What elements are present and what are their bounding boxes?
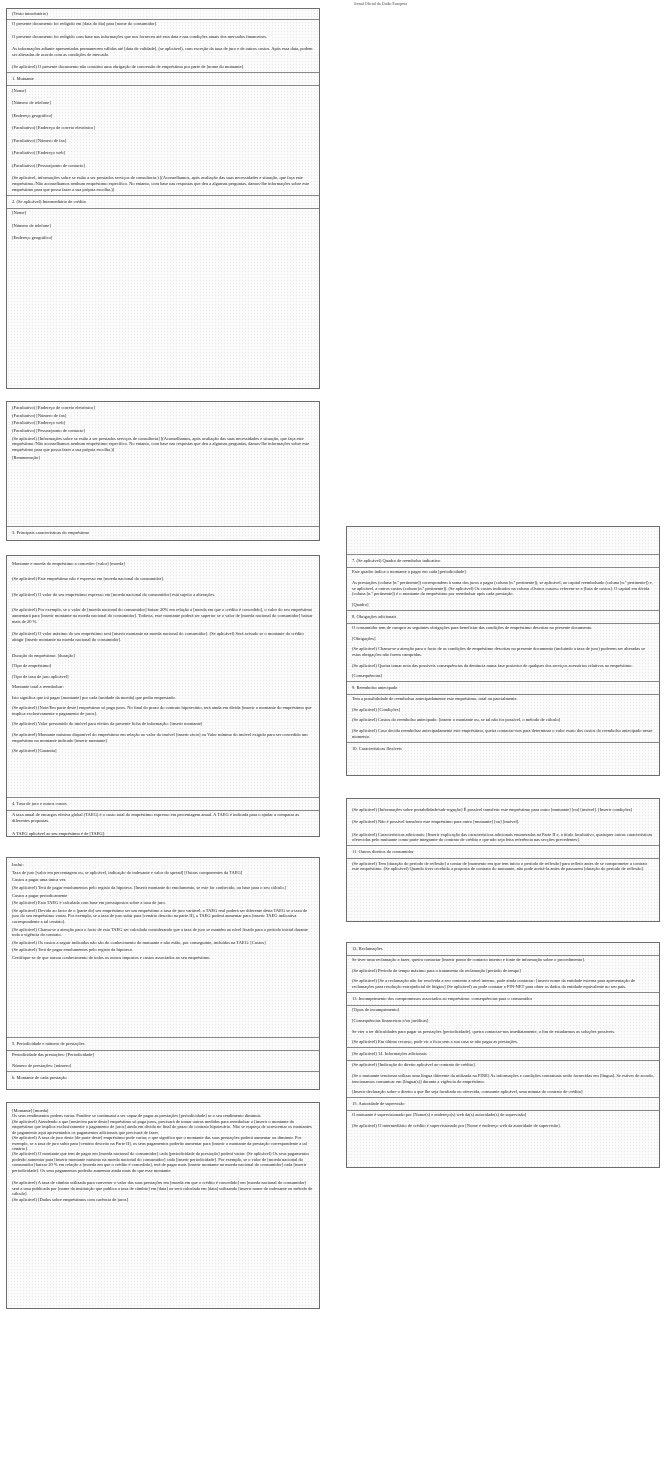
remuneration-line: [Remuneração] <box>12 454 40 460</box>
consequences-placeholder: [Consequências] <box>352 673 382 679</box>
duration-line: Duração do empréstimo: [duração] <box>12 652 75 658</box>
intermediary-line: (Facultativo) [Pessoa/ponto de contacto] <box>12 427 85 433</box>
intro-section <box>7 9 319 19</box>
section-1-header <box>7 72 319 85</box>
intermediary-continued-body <box>7 402 319 526</box>
interest-rate-line: Taxa de juro [valor em percentagem ou, se aplicável, indicação do indexante e valor do spread] [Outras componentes da TAEG] <box>12 869 243 875</box>
default-types: [Tipos de incumprimento] <box>352 1007 400 1013</box>
box-repayment-table <box>346 526 660 776</box>
variable-rate-note: (Se aplicável) Devido ao facto de o [parte do] seu empréstimo ser um empréstimo a taxa de juro variável, a TAEG real poderá ser diferente desta TAEG se a taxa de juro do seu empréstimo variar. Por exemplo, se a taxa de juro subir para [cenário descrito na parte II], a TAEG poderá aumentar para [inserir TAEG indicativa correspondente a tal cenário]. <box>12 907 308 925</box>
section-5-header <box>7 1037 319 1050</box>
section-8-title: 8. Obrigações adicionais <box>352 613 397 619</box>
early-repay-conditions: (Se aplicável) [Condições] <box>352 706 400 712</box>
fixed-period-note: (Se aplicável) Chama-se a atenção para o facto de esta TAEG ser calculada considerando que a taxa de juro se mantém ao nível fixado para o período inicial durante toda a vigência do contrato. <box>12 926 308 938</box>
box-flexible-features <box>346 798 660 922</box>
one-off-costs-label: Custos a pagar uma única vez <box>12 877 66 883</box>
section-1-title: 1. Mutuante <box>12 76 34 82</box>
section-11-body <box>347 858 659 874</box>
section-11-title: 11. Outros direitos do consumidor <box>352 849 414 855</box>
default-consequences: [Consequências financeiras e/ou jurídicas] <box>352 1017 429 1023</box>
early-repay-contact: (Se aplicável) Caso decida reembolsar antecipadamente este empréstimo, queira contactar-nos para determinar o valor exato dos custos do reembolso antecipado nesse momento. <box>352 727 653 739</box>
currency-example: (Se aplicável) Por exemplo, se o valor de [moeda nacional do consumidor] baixar 20% em relação a [moeda em que o crédito é concedido], o valor do seu empréstimo aumentará para [inserir montante na moeda nacional do consumidor]. Todavia, esse montante poderá ser superior se o valor de [moeda nacional do consumidor] baixar mais de 20 %. <box>12 607 313 624</box>
section-15-body <box>347 1110 659 1131</box>
no-transfer-note: (Se aplicável) Não é possível transferir este empréstimo para outro [mutuante] [ou] [imóvel]. <box>352 819 520 825</box>
installment-paragraph-1: [Montante] [moeda] Os seus rendimentos podem variar. Pondere se continuará a ser capaz de pagar as prestações [periodicidade] se o seu rendimento diminuir. (Se aplicável) Atendendo a que [neste/em parte deste] empréstimo só paga juros, precisará de tomar outras medidas para reembolsar o [inserir o montante do empréstimo que implica exclusivamente o pagamento de juros] ainda em dívida no final do prazo do contrato hipotecário. Não se esqueça de acrescentar os montantes de pagamento aqui apresentados os pagamentos adicionais que precisará de fazer. (Se aplicável) A taxa de juro deste [de parte deste] empréstimo pode variar, o que significa que o montante das suas prestações poderá aumentar ou diminuir. Por exemplo, se a taxa de juro subir para [cenário descrito na Parte II], os seus pagamentos poderão aumentar para [inserir o montante da prestação correspondente a tal cenário]. (Se aplicável) O montante que tem de pagar em [moeda nacional do consumidor] cada [periodicidade da prestação] poderá variar. (Se aplicável) Os seus pagamentos poderão aumentar para [inserir montante máximo na moeda nacional do consumidor] cada [inserir periodicidade]. Por exemplo, se o valor de [moeda nacional do consumidor] baixar 20 % em relação a [moeda em que o crédito é concedido], terá de pagar mais [inserir montante na moeda nacional do consumidor] cada [inserir periodicidade]. Os seus pagamentos poderão aumentar ainda mais do que esse montante. <box>12 1107 312 1173</box>
intro-paragraph-4: (Se aplicável) O presente documento não constitui uma obrigação de concessão de empréstimo por parte de [nome do mutuante]. <box>12 64 245 70</box>
box-intermediary-continued <box>6 401 320 541</box>
intermediary-line: (Facultativo) [Endereço de correio eletrónico] <box>12 405 95 411</box>
max-amount-note: (Se aplicável) O valor máximo do seu empréstimo será [inserir montante na moeda nacional do consumidor]. (Se aplicável) Será avisado se o montante do crédito atingir [inserir montante na moeda nacional do consumidor]. <box>12 631 304 642</box>
box-main-characteristics <box>6 555 320 837</box>
registration-fee-line: (Se aplicável) Terá de pagar emolumentos pelo registo da hipoteca. [Inserir montante do emolumento, se este for conhecido, ou base para o seu cálculo.] <box>12 884 287 890</box>
complaints-contact: Se tiver uma reclamação a fazer, queira contactar [inserir ponto de contacto interno e fonte de informação sobre o procedimento]. <box>352 957 585 963</box>
complaints-external: (Se aplicável) [Se a reclamação não for resolvida a seu contento a nível interno, pode ainda contactar: [inserir nome da entidade externa para apresentação de reclamações para resolução extrajudicial de litígios] (Se aplicável) ou pode contatar a FIN-NET para obter os dados da entidade equivalente no seu país. <box>352 978 635 990</box>
obligations-warning: (Se aplicável) Chama-se a atenção para o facto de as condições de empréstimo descritas no presente documento (incluindo a taxa de juro) poderem ser alteradas se estas obrigações não forem cumpridas. <box>352 646 646 657</box>
costs-body <box>7 858 319 1037</box>
section-14-title: (Se aplicável) 14. Informações adicionais <box>352 1050 427 1056</box>
right-column <box>346 526 660 1168</box>
lender-line: (Facultativo) [Endereço web] <box>12 150 65 156</box>
intro-body <box>7 19 319 73</box>
section-3-body <box>7 556 319 797</box>
intermediary-supervisor: (Se aplicável) O intermediário de crédito é supervisionado por [Nome e endereço web da autoridade de supervisão]. <box>352 1122 561 1128</box>
obligations-intro: O consumidor tem de cumprir as seguintes obrigações para beneficiar das condições de empréstimo descritas no presente documento. <box>352 625 593 631</box>
intro-label: (Texto introdutório) <box>12 10 48 16</box>
section-3-title: 3. Principais características do empréstimo <box>12 530 90 535</box>
section-4-title: 4. Taxa de juro e outros custos <box>12 801 67 806</box>
intermediary-line: [Endereço geográfico] <box>12 235 53 241</box>
intermediary-line: [Nome] <box>12 210 26 216</box>
installment-body <box>7 1103 319 1204</box>
section-1-body <box>7 85 319 195</box>
draft-contract-note: [Inserir declaração sobre o direito a que lhe seja facultada ou oferecida, consoante aplicável, uma minuta do contrato de crédito] <box>352 1089 583 1095</box>
lender-line: [Nome] <box>12 87 26 93</box>
section-13-body <box>347 1005 659 1047</box>
taeg-assumption-line: (Se aplicável) Esta TAEG é calculada com base em pressupostos sobre a taxa de juro. <box>12 900 166 906</box>
section-13-title: 13. Incumprimento dos compromissos associados ao empréstimo: consequências para o consumidor <box>352 996 533 1002</box>
includes-label: Inclui: <box>12 862 24 868</box>
lender-line: (Facultativo) [Pessoa/ponto de contacto] <box>12 162 85 168</box>
advice-note: (Se aplicável, informações sobre se estão a ser prestados serviços de consultoria:) [(Aconselhamos, após avaliação das suas necessidades e situação, que faça este empréstimo./Não aconselhamos nenhum empréstimo específico. No entanto, com base nas respostas que deu a algumas perguntas, damos-lhe informações sobre este empréstimo para que possa fazer a sua própria escolha.)] <box>12 175 310 192</box>
section-6-header <box>7 1071 319 1084</box>
ancillary-note: (Se aplicável) Queira tomar nota das possíveis consequências da denúncia numa fase posterior de qualquer dos serviços acessórios relativos ao empréstimo: <box>352 662 633 668</box>
section-9-body <box>347 694 659 742</box>
section-13-header <box>347 992 659 1005</box>
lender-supervisor: O mutuante é supervisionado por [Nome(s) e endereço(s) web da(s) autoridade(s) de supervisão] <box>352 1112 527 1118</box>
intermediary-line: (Facultativo) [Endereço web] <box>12 420 65 426</box>
intro-paragraph-2: O presente documento foi redigido com base nas informações que nos forneceu até esta data e nas condições atuais dos mercados financeiros. <box>12 33 268 39</box>
box-complaints-supervision <box>346 942 660 1168</box>
section-8-body <box>347 623 659 681</box>
property-value-line: (Se aplicável) Valor presumido do imóvel para efeitos da presente ficha de informação: [inserir montante] <box>12 721 203 727</box>
currency-note: (Se aplicável) Este empréstimo não é expresso em [moeda nacional do consumidor]. <box>12 576 164 582</box>
home-loss-warning: (Se aplicável) Em último recurso, pode vir a ficar sem a sua casa se não pagar as prestações. <box>352 1039 519 1045</box>
reflection-period-note: (Se aplicável) Tem [duração do período de reflexão] a contar de [momento em que tem início o período de reflexão] para refletir antes de se comprometer a contrair este empréstimo. (Se aplicável) Quando tiver recebido a proposta de contrato do mutuante, não pode aceitá-la antes de passarem [duração do período de reflexão]. <box>352 860 648 872</box>
total-repay-line: Montante total a reembolsar: <box>12 684 64 690</box>
box-lender-section <box>6 8 320 389</box>
section-2-header <box>7 195 319 208</box>
section-8-header <box>347 610 659 623</box>
mortgage-fee-line: (Se aplicável) Terá de pagar emolumentos pelo registo da hipoteca. <box>12 947 133 953</box>
lender-line: (Facultativo) [Endereço de correio eletrónico] <box>12 125 95 131</box>
section-5-body <box>7 1050 319 1071</box>
section-6-title: 6. Montante de cada prestação <box>12 1074 67 1080</box>
obligations-placeholder: [Obrigações] <box>352 635 376 641</box>
currency-change-note: (Se aplicável) O valor do seu empréstimo expresso em [moeda nacional do consumidor] está sujeito a alterações. <box>12 591 216 597</box>
early-repay-costs: (Se aplicável) Custos do reembolso antecipado: [inserir o montante ou, se tal não for possível, o método de cálculo] <box>352 717 561 723</box>
additional-features-note: (Se aplicável) Características adicionais: [Inserir explicação das características adicionais enumeradas na Parte II e, a título facultativo, quaisquer outras características oferecidas pelo mutuante como parte integrante do contrato de crédito e que não seja feita referência nas secções precedentes]. <box>352 831 653 843</box>
intermediary-advice-note: (Se aplicável) [Informações sobre se estão a ser prestados serviços de consultoria] [(Aconselhamos, após avaliação das suas necessidades e situação, que faça este empréstimo./Não aconselhamos nenhum empréstimo específico. No entanto, com base nas respostas que deu a algumas perguntas, damos-lhe informações sobre este empréstimo para que possa fazer a sua própria escolha.)] <box>12 435 310 453</box>
other-taxes-note: Certifique-se de que tomou conhecimento de todos os outros impostos e custos associados ao seu empréstimo. <box>12 954 211 960</box>
installments-count-line: Número de prestações: [número] <box>12 1062 72 1068</box>
rate-type-line: [Tipo de taxa de juro aplicável] <box>12 673 69 679</box>
section-2-title: 2. (Se aplicável) Intermediário de crédito <box>12 198 86 204</box>
section-14-header <box>347 1047 659 1060</box>
intermediary-line: [Número de telefone] <box>12 222 51 228</box>
difficulty-contact: Se vier a ter dificuldades para pagar as prestações [periodicidade], queira contactar-nos imediatamente, a fim de estudarmos as soluções possíveis. <box>352 1028 616 1034</box>
early-repay-intro: Tem a possibilidade de reembolsar antecipadamente este empréstimo, total ou parcialmente. <box>352 696 518 702</box>
section-11-header <box>347 845 659 858</box>
section-9-title: 9. Reembolso antecipado <box>352 685 398 690</box>
spacer-top <box>347 527 659 554</box>
interest-only-note: (Se aplicável) [Note/Em parte deste] empréstimo só paga juros. No final do prazo do contrato hipotecário, terá ainda em dívida [inserir o montante do empréstimo que implica exclusivamente o pagamento de juros]. <box>12 705 312 716</box>
intermediary-line: (Facultativo) [Número de fax] <box>12 412 67 418</box>
lender-line: (Facultativo) [Número de fax] <box>12 137 67 143</box>
taeg-explanation: A taxa anual de encargos efetiva global (TAEG) é o custo total do empréstimo expresso em percentagem anual. A TAEG é indicada para o ajudar a comparar as diferentes propostas. <box>12 812 300 824</box>
section-15-header <box>347 1097 659 1110</box>
flexible-body <box>347 799 659 845</box>
periodic-costs-label: Custos a pagar periodicamente <box>12 892 68 898</box>
per-unit-line: Isto significa que irá pagar [montante] por cada [unidade da moeda] que pediu emprestado. <box>12 694 176 700</box>
repayment-table-placeholder: [Quadro] <box>352 601 369 607</box>
ltv-line: (Se aplicável) Montante máximo disponível do empréstimo em relação ao valor do imóvel [inserir rácio] ou Valor mínimo do imóvel exigido para ser concedido um empréstimo no montante indicado [inserir montante] <box>12 731 308 743</box>
section-4-body <box>7 810 319 837</box>
portability-note: (Se aplicável) [Informações sobre portabilidade/sub-rogação] É possível transferir este empréstimo para outro [mutuante] [ou] [imóvel]. [Inserir condições] <box>352 806 633 812</box>
section-7-header <box>347 554 659 567</box>
section-7-body <box>347 567 659 610</box>
left-column <box>6 8 320 1309</box>
installment-paragraph-2: (Se aplicável) A taxa de câmbio utilizada para converter o valor das suas prestações em [moeda em que o crédito é concedido] em [moeda nacional do consumidor] será a taxa publicada por [nome da instituição que publica a taxa de câmbio] em [data] ou será calculada em [data] utilizando [inserir nome do indexante ou método de cálculo]. (Se aplicável) [Dados sobre empréstimos com carência de juros] <box>12 1180 313 1202</box>
section-3-header <box>7 526 319 539</box>
section-12-header <box>347 943 659 955</box>
box-installment-amount <box>6 1102 320 1309</box>
lender-line: [Número de telefone] <box>12 100 51 106</box>
section-9-header <box>347 681 659 694</box>
section-5-title: 5. Periodicidade e número de prestações <box>12 1041 85 1046</box>
periodicity-line: Periodicidade das prestações: [Periodicidade] <box>12 1052 94 1058</box>
intro-paragraph-1: O presente documento foi redigido em [data do dia] para [nome do consumidor]. <box>12 21 158 27</box>
section-12-body <box>347 955 659 992</box>
section-12-title: 12. Reclamações <box>352 946 383 951</box>
taeg-value-line: A TAEG aplicável ao seu empréstimo é de [TAEG]. <box>12 830 106 836</box>
excluded-costs-note: (Se aplicável) Os custos a seguir indicados não são do conhecimento do mutuante e não estão, por conseguinte, incluídos na TAEG: [Custos] <box>12 939 266 945</box>
section-10-header <box>347 742 659 755</box>
complaints-period: (Se aplicável) Período de tempo máximo para o tratamento da reclamação [período de tempo] <box>352 967 521 973</box>
repayment-table-columns: As prestações (coluna [n.º pertinente]) correspondem à soma dos juros a pagar (coluna [n.º pertinente]), se aplicável, ao capital reembolsado (coluna [n.º pertinente]) e, se aplicável, a outros custos (coluna [n.º pertinente]). (Se aplicável) Os custos indicados na coluna «Outros custos» referem-se a [lista de custos]. O capital em dívida (coluna [n.º pertinente]) é o montante do empréstimo por reembolsar após cada prestação. <box>352 579 653 597</box>
language-note: (Se o mutuante tencionar utilizar uma língua diferente da utilizada na FINE) As informações e condições contratuais serão fornecidas em [língua]. Se estiver de acordo, tencionamos comunicar em [língua(s)] durante a vigência do empréstimo. <box>352 1072 654 1084</box>
repayment-table-intro: Este quadro indica o montante a pagar em cada [periodicidade]. <box>352 569 467 575</box>
loan-type-line: [Tipo de empréstimo] <box>12 663 52 669</box>
lender-line: [Endereço geográfico] <box>12 112 53 118</box>
guarantee-line: (Se aplicável) [Garantia] <box>12 748 57 754</box>
section-4-header <box>7 797 319 810</box>
section-15-title: 15. Autoridade de supervisão <box>352 1101 405 1107</box>
applicable-law: (Se aplicável) [Indicação do direito aplicável ao contrato de crédito]. <box>352 1062 476 1068</box>
loan-amount-line: Montante e moeda do empréstimo a conceder: [valor] [moeda] <box>12 560 125 566</box>
section-7-title: 7. (Se aplicável) Quadro de reembolso indicativo <box>352 558 441 563</box>
box-interest-costs <box>6 857 320 1090</box>
intro-paragraph-3: As informações adiante apresentadas permanecem válidas até [data de validade], (se aplicável), com exceção da taxa de juro e de outros custos. Após essa data, podem ser alteradas de acordo com as condições de mercado. <box>12 46 313 57</box>
page-header: Jornal Oficial da União Europeia <box>354 1 407 6</box>
section-14-body <box>347 1060 659 1097</box>
section-10-title: 10. Características flexíveis <box>352 745 402 751</box>
section-2-body <box>7 208 319 244</box>
